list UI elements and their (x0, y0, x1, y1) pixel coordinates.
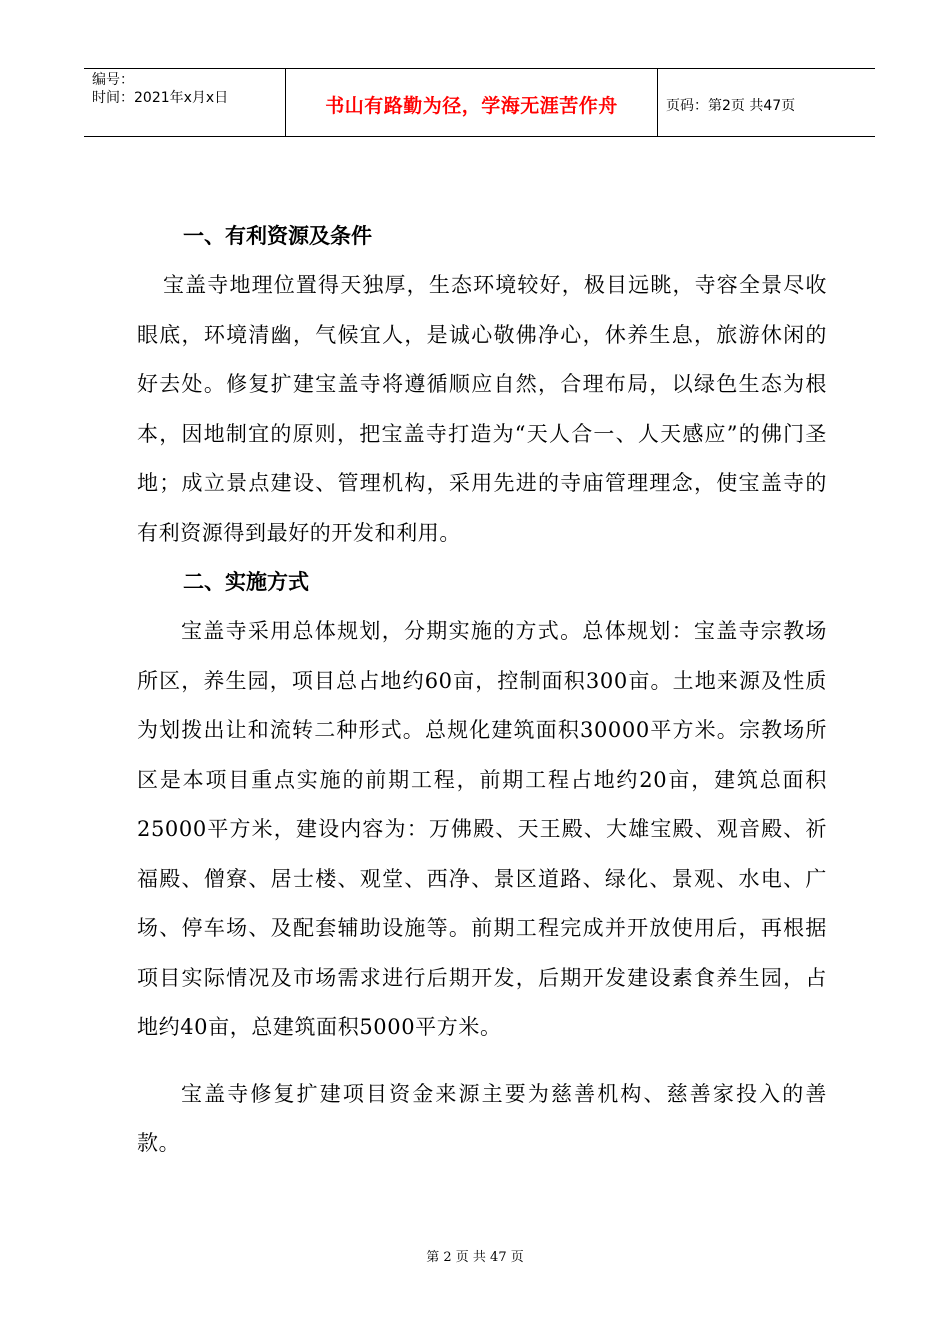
paragraph-implementation: 宝盖寺采用总体规划，分期实施的方式。总体规划：宝盖寺宗教场所区，养生园，项目总占地约60亩，控制面积300亩。土地来源及性质为划拨出让和流转二种形式。总规化建筑面积30000平方米。宗教场所区是本项目重点实施的前期工程，前期工程占地约20亩，建筑总面积25000平方米，建设内容为：万佛殿、天王殿、大雄宝殿、观音殿、祈福殿、僧寮、居士楼、观堂、西净、景区道路、绿化、景观、水电、广场、停车场、及配套辅助设施等。前期工程完成并开放使用后，再根据项目实际情况及市场需求进行后期开发，后期开发建设素食养生园，占地约40亩，总建筑面积5000平方米。 (137, 619, 827, 1039)
paragraph-funding: 宝盖寺修复扩建项目资金来源主要为慈善机构、慈善家投入的善款。 (137, 1081, 827, 1155)
header-motto-cell (286, 69, 658, 136)
document-body (137, 212, 827, 1169)
header-page-info: 页码：第2页 共47页 (666, 97, 796, 114)
page-footer: 第 2 页 共 47 页 (426, 1250, 524, 1265)
document-number-label: 编号： (92, 72, 134, 88)
document-time-label: 时间：2021年x月x日 (92, 90, 229, 106)
paragraph-resources: 宝盖寺地理位置得天独厚，生态环境较好，极目远眺，寺容全景尽收眼底，环境清幽，气候宜人，是诚心敬佛净心，休养生息，旅游休闲的好去处。修复扩建宝盖寺将遵循顺应自然，合理布局，以绿色生态为根本，因地制宜的原则，把宝盖寺打造为“天人合一、人天感应”的佛门圣地；成立景点建设、管理机构，采用先进的寺庙管理理念，使宝盖寺的有利资源得到最好的开发和利用。 (137, 273, 827, 545)
document-header (84, 68, 875, 137)
section-heading-resources: 一、有利资源及条件 (183, 224, 372, 248)
header-meta (84, 69, 286, 136)
header-motto: 书山有路勤为径，学海无涯苦作舟 (325, 95, 618, 117)
section-heading-implementation: 二、实施方式 (183, 570, 309, 594)
